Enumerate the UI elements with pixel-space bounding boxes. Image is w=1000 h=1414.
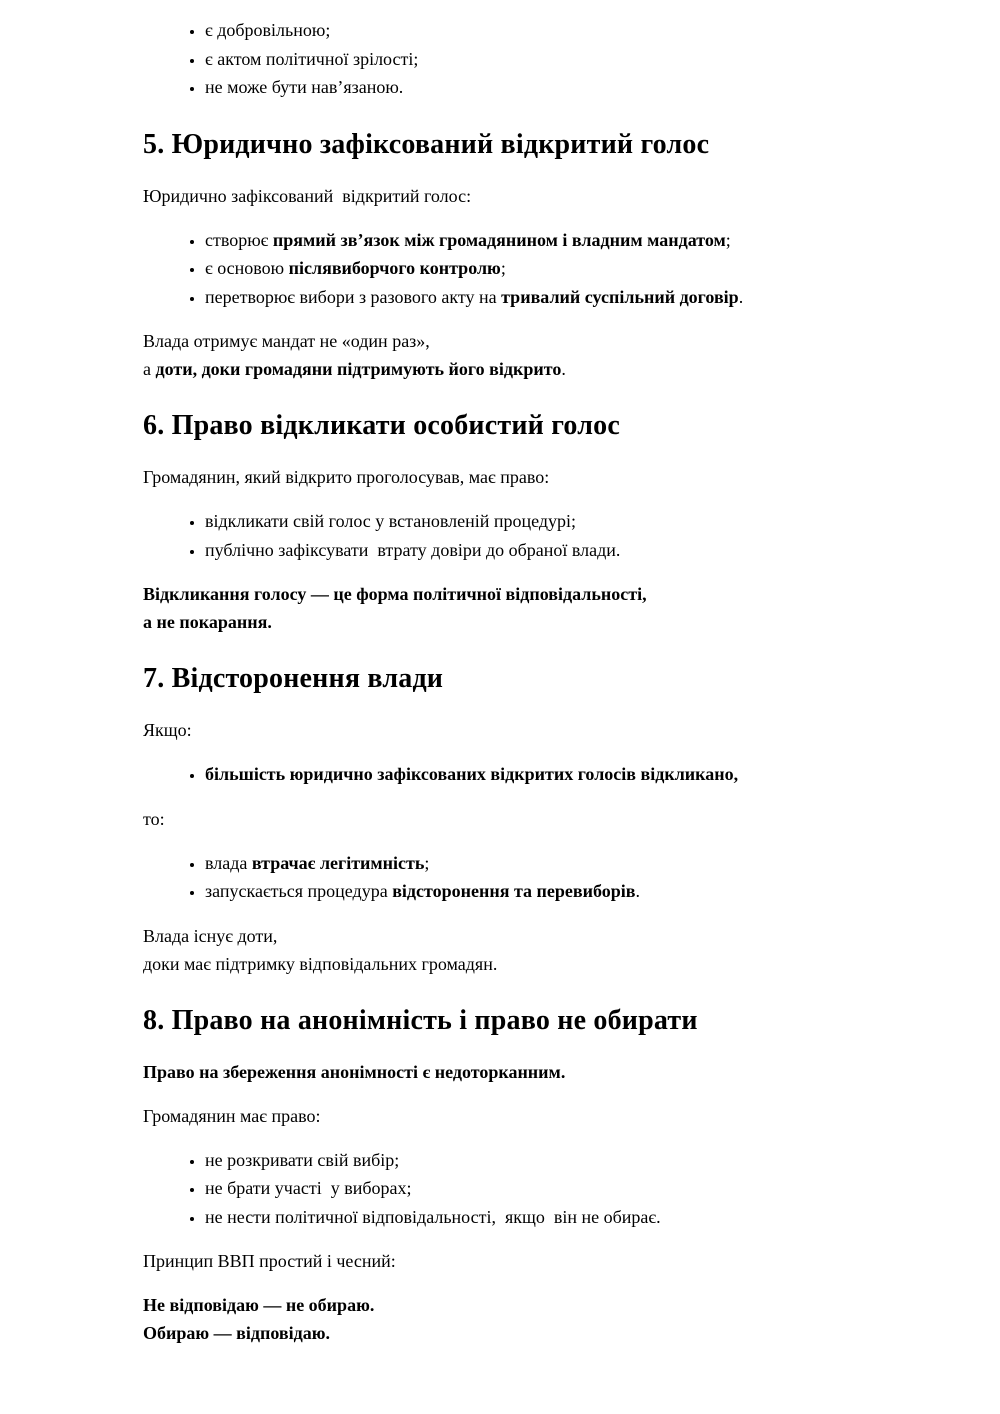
paragraph xyxy=(143,182,860,210)
bold-text-run: більшість юридично зафіксованих відкритих голосів відкликано, xyxy=(205,764,739,784)
text-line xyxy=(143,608,860,636)
text-run: є актом політичної зрілості; xyxy=(205,48,419,69)
text-line xyxy=(143,355,860,383)
bullet-list xyxy=(143,760,860,789)
bullet-list xyxy=(143,507,860,564)
paragraph xyxy=(143,327,860,383)
text-line xyxy=(143,580,860,608)
list-item xyxy=(205,877,860,906)
bold-text-run: Обираю — відповідаю. xyxy=(143,1323,330,1343)
text-line xyxy=(143,1291,860,1319)
bold-text-run: відсторонення та перевиборів xyxy=(392,881,636,901)
text-run: Влада існує доти, xyxy=(143,925,278,946)
bold-text-run: прямий зв’язок між громадянином і владним мандатом xyxy=(272,229,726,250)
text-run: . xyxy=(561,359,566,379)
list-item xyxy=(205,1203,860,1232)
text-line xyxy=(143,327,860,355)
text-line xyxy=(143,1247,860,1275)
text-run: публічно зафіксувати втрату довіри до обраної влади. xyxy=(205,539,621,560)
text-run: створює xyxy=(205,229,273,250)
text-run: ; xyxy=(725,229,731,250)
bullet-list xyxy=(143,226,860,312)
paragraph xyxy=(143,463,860,491)
text-run: відкликати свій голос у встановленій процедурі; xyxy=(205,511,577,531)
list-item xyxy=(205,1146,860,1175)
list-item xyxy=(205,536,860,565)
text-run: а xyxy=(143,359,156,379)
list-item xyxy=(205,849,860,878)
text-run: Громадянин, який відкрито проголосував, має право: xyxy=(143,467,550,487)
text-run: влада xyxy=(205,852,252,873)
text-line xyxy=(143,1058,860,1086)
bold-text-run: Не відповідаю — не обираю. xyxy=(143,1295,375,1315)
list-item xyxy=(205,760,860,789)
bold-text-run: доти, доки громадяни підтримують його відкрито xyxy=(155,359,562,379)
section-heading: 7. Відсторонення влади xyxy=(143,663,444,694)
bullet-list xyxy=(143,16,860,102)
text-run: запускається процедура xyxy=(205,881,393,901)
text-line xyxy=(143,1102,860,1130)
list-item xyxy=(205,45,860,74)
bullet-list xyxy=(143,1146,860,1232)
text-line xyxy=(143,922,860,950)
text-line xyxy=(143,463,860,491)
text-run: Влада отримує мандат не «один раз», xyxy=(143,331,430,351)
paragraph xyxy=(143,922,860,978)
bold-text-run: втрачає легітимність xyxy=(251,852,425,873)
text-run: ; xyxy=(500,258,506,278)
text-run: не розкривати свій вибір; xyxy=(205,1149,400,1170)
list-item xyxy=(205,73,860,102)
paragraph xyxy=(143,716,860,744)
text-run: є добровільною; xyxy=(205,20,331,40)
paragraph xyxy=(143,1102,860,1130)
text-run: не може бути нав’язаною. xyxy=(205,77,404,97)
text-run: Якщо: xyxy=(143,720,192,740)
paragraph xyxy=(143,1058,860,1086)
text-run: є основою xyxy=(205,258,289,278)
list-item xyxy=(205,16,860,45)
paragraph xyxy=(143,1247,860,1275)
bold-text-run: тривалий суспільний договір xyxy=(501,286,739,307)
paragraph xyxy=(143,580,860,636)
text-line xyxy=(143,805,860,833)
bold-text-run: післявиборчого контролю xyxy=(288,258,501,278)
text-line xyxy=(143,716,860,744)
text-run: доки має підтримку відповідальних громадян. xyxy=(143,953,498,974)
list-item xyxy=(205,226,860,255)
bold-text-run: Відкликання голосу — це форма політичної відповідальності, xyxy=(143,584,647,604)
text-run: Юридично зафіксований відкритий голос: xyxy=(143,185,472,206)
section-heading: 5. Юридично зафіксований відкритий голос xyxy=(143,128,710,160)
paragraph xyxy=(143,1291,860,1347)
text-line xyxy=(143,1319,860,1347)
text-run: не брати участі у виборах; xyxy=(205,1178,412,1198)
bold-text-run: а не покарання. xyxy=(143,612,272,632)
text-run: ; xyxy=(424,852,430,873)
text-run: Принцип ВВП простий і чесний: xyxy=(143,1251,396,1271)
list-item xyxy=(205,1174,860,1203)
text-line xyxy=(143,950,860,978)
text-run: . xyxy=(635,881,640,901)
bold-text-run: Право на збереження анонімності є недоторканним. xyxy=(143,1061,566,1082)
text-run: . xyxy=(738,286,744,307)
bullet-list xyxy=(143,849,860,906)
section-heading: 8. Право на анонімність і право не обирати xyxy=(143,1004,698,1036)
text-run: перетворює вибори з разового акту на xyxy=(205,286,502,307)
text-run: Громадянин має право: xyxy=(143,1105,321,1126)
list-item xyxy=(205,283,860,312)
text-run: не нести політичної відповідальності, якщо він не обирає. xyxy=(205,1206,661,1227)
paragraph xyxy=(143,805,860,833)
list-item xyxy=(205,254,860,283)
section-heading: 6. Право відкликати особистий голос xyxy=(143,410,620,441)
list-item xyxy=(205,507,860,536)
text-run: то: xyxy=(143,808,165,829)
text-line xyxy=(143,182,860,210)
